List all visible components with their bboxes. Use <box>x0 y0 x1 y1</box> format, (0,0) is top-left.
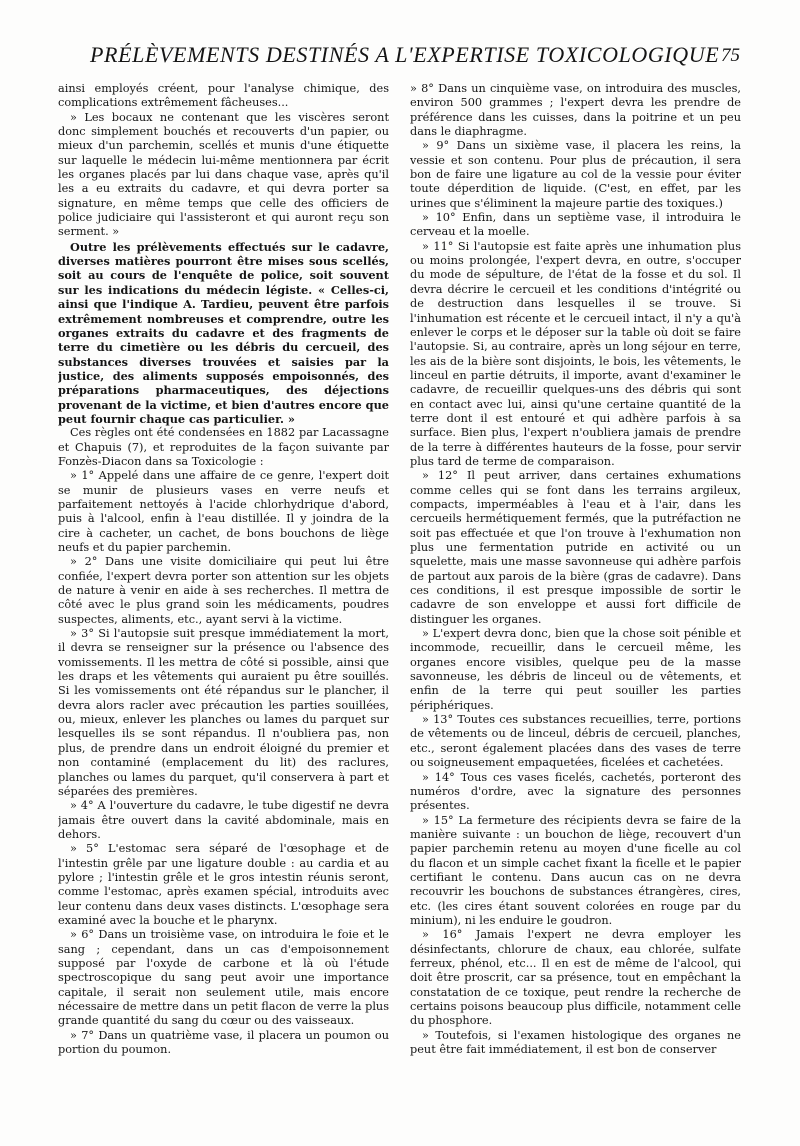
page-header <box>60 40 740 80</box>
paragraph: » 8° Dans un cinquième vase, on introduira des muscles, environ 500 grammes ; l'expert devra les prendre de préférence dans les cuisses, dans la poitrine et un peu dans le diaphragme. <box>410 82 741 139</box>
paragraph: » 5° L'estomac sera séparé de l'œsophage et de l'intestin grêle par une ligature double : au cardia et au pylore ; l'intestin grêle et le gros intestin réunis seront, comme l'estomac, après examen spécial, introduits avec leur contenu dans deux vases distincts. L'œsophage sera examiné avec la bouche et le pharynx. <box>58 842 389 927</box>
paragraph: » 15° La fermeture des récipients devra se faire de la manière suivante : un bouchon de liège, recouvert d'un papier parchemin retenu au moyen d'une ficelle au col du flacon et un simple cachet fixant la ficelle et le papier certifiant le contenu. Dans aucun cas on ne devra recouvrir les bouchons de substances étrangères, cires, etc. (les cires étant souvent colorées en rouge par du minium), ni les enduire le goudron. <box>410 813 741 927</box>
paragraph: » 12° Il peut arriver, dans certaines exhumations comme celles qui se font dans les terrains argileux, compacts, imperméables à l'eau et à l'air, dans les cercueils hermétiquement fermés, que la putréfaction ne soit pas effectuée et que l'on trouve à l'exhumation non plus une fermentation putride en activité ou un squelette, mais une masse savonneuse qui adhère parfois de partout aux parois de la bière (gras de cadavre). Dans ces conditions, il est presque impossible de sortir le cadavre de son enveloppe et aussi fort difficile de distinguer les organes. <box>410 469 741 626</box>
left-column <box>58 82 389 1122</box>
page-number: 75 <box>721 45 740 66</box>
paragraph: » 16° Jamais l'expert ne devra employer les désinfectants, chlorure de chaux, eau chlorée, sulfate ferreux, phénol, etc... Il en est de même de l'alcool, qui doit être proscrit, car sa présence, tout en empêchant la constatation de ce toxique, peut rendre la recherche de certains poisons beaucoup plus difficile, notamment celle du phosphore. <box>410 928 741 1028</box>
paragraph: » 11° Si l'autopsie est faite après une inhumation plus ou moins prolongée, l'expert devra, en outre, s'occuper du mode de sépulture, de l'état de la fosse et du sol. Il devra décrire le cercueil et les conditions d'intégrité ou de destruction dans lesquelles il se trouve. Si l'inhumation est récente et le cercueil intact, il n'y a qu'à enlever le corps et le déposer sur la table où doit se faire l'autopsie. Si, au contraire, après un long séjour en terre, les ais de la bière sont disjoints, le bois, les vêtements, le linceul en partie détruits, il importe, avant d'examiner le cadavre, de recueillir quelques-uns des débris qui sont en contact avec lui, ainsi qu'une certaine quantité de la terre dont il est entouré et qui adhère parfois à sa surface. Bien plus, l'expert n'oubliera jamais de prendre de la terre à différentes hauteurs de la fosse, pour servir plus tard de terme de comparaison. <box>410 239 741 468</box>
paragraph: » 3° Si l'autopsie suit presque immédiatement la mort, il devra se renseigner sur la présence ou l'absence des vomissements. Il les mettra de côté si possible, ainsi que les draps et les vêtements qui auraient pu être souillés. Si les vomissements ont été répandus sur le plancher, il devra alors racler avec précaution les parties souillées, ou, mieux, enlever les planches ou lames du parquet sur lesquelles ils se sont répandus. Il n'oubliera pas, non plus, de prendre dans un endroit éloigné du premier et non contaminé (emplacement du lit) des raclures, planches ou lames du parquet, qu'il conservera à part et séparées des premières. <box>58 627 389 798</box>
paragraph: » L'expert devra donc, bien que la chose soit pénible et incommode, recueillir, dans le cercueil même, les organes encore visibles, quelque peu de la masse savonneuse, les débris de linceul ou de vêtements, et enfin de la terre qui peut souiller les parties périphériques. <box>410 627 741 712</box>
paragraph: » 4° A l'ouverture du cadavre, le tube digestif ne devra jamais être ouvert dans la cavité abdominale, mais en dehors. <box>58 799 389 841</box>
paragraph: » 14° Tous ces vases ficelés, cachetés, porteront des numéros d'ordre, avec la signature des personnes présentes. <box>410 770 741 813</box>
running-title: PRÉLÈVEMENTS DESTINÉS A L'EXPERTISE TOXICOLOGIQUE <box>90 42 720 67</box>
right-column <box>410 82 741 1122</box>
paragraph: » Les bocaux ne contenant que les viscères seront donc simplement bouchés et recouverts d'un papier, ou mieux d'un parchemin, scellés et munis d'une étiquette sur laquelle le médecin lui-même mentionnera par écrit les organes placés par lui dans chaque vase, après qu'il les a eu extraits du cadavre, et qui devra porter sa signature, en même temps que celle des officiers de police judiciaire qui l'assisteront et qui auront reçu son serment. » <box>58 110 389 239</box>
paragraph: Ces règles ont été condensées en 1882 par Lacassagne et Chapuis (7), et reproduites de la façon suivante par Fonzès-Diacon dans sa Toxicologie : <box>58 426 389 468</box>
paragraph: » 2° Dans une visite domiciliaire qui peut lui être confiée, l'expert devra porter son attention sur les objets de nature à venir en aide à ses recherches. Il mettra de côté avec le plus grand soin les médicaments, poudres suspectes, aliments, etc., ayant servi à la victime. <box>58 555 389 626</box>
paragraph: ainsi employés créent, pour l'analyse chimique, des complications extrêmement fâcheuses... <box>58 82 389 110</box>
paragraph: » 9° Dans un sixième vase, il placera les reins, la vessie et son contenu. Pour plus de précaution, il sera bon de faire une ligature au col de la vessie pour éviter toute déperdition de liquide. (C'est, en effet, par les urines que s'éliminent la majeure partie des toxiques.) <box>410 139 741 210</box>
paragraph: » 7° Dans un quatrième vase, il placera un poumon ou portion du poumon. <box>58 1028 389 1057</box>
paragraph: Outre les prélèvements effectués sur le cadavre, diverses matières pourront être mises sous scellés, soit au cours de l'enquête de police, soit souvent sur les indications du médecin légiste. « Celles-ci, ainsi que l'indique A. Tardieu, peuvent être parfois extrêmement nombreuses et comprendre, outre les organes extraits du cadavre et des fragments de terre du cimetière ou les débris du cercueil, des substances diverses trouvées et saisies par la justice, des aliments supposés empoisonnés, des préparations pharmaceutiques, des déjections provenant de la victime, et bien d'autres encore que peut fournir chaque cas particulier. » <box>58 239 389 426</box>
paragraph: » 10° Enfin, dans un septième vase, il introduira le cerveau et la moelle. <box>410 211 741 239</box>
paragraph: » 13° Toutes ces substances recueillies, terre, portions de vêtements ou de linceul, débris de cercueil, planches, etc., seront également placées dans des vases de terre ou soigneusement empaquetées, ficelées et cachetées. <box>410 713 741 770</box>
paragraph: » 6° Dans un troisième vase, on introduira le foie et le sang ; cependant, dans un cas d'empoisonnement supposé par l'oxyde de carbone et là où l'étude spectroscopique du sang peut avoir une importance capitale, il serait non seulement utile, mais encore nécessaire de mettre dans un petit flacon de verre la plus grande quantité du sang du cœur ou des vaisseaux. <box>58 928 389 1028</box>
paragraph: » 1° Appelé dans une affaire de ce genre, l'expert doit se munir de plusieurs vases en verre neufs et parfaitement nettoyés à l'acide chlorhydrique d'abord, puis à l'alcool, enfin à l'eau distillée. Il y joindra de la cire à cacheter, un cachet, de bons bouchons de liège neufs et du papier parchemin. <box>58 469 389 554</box>
paragraph: » Toutefois, si l'examen histologique des organes ne peut être fait immédiatement, il est bon de conserver <box>410 1028 741 1057</box>
